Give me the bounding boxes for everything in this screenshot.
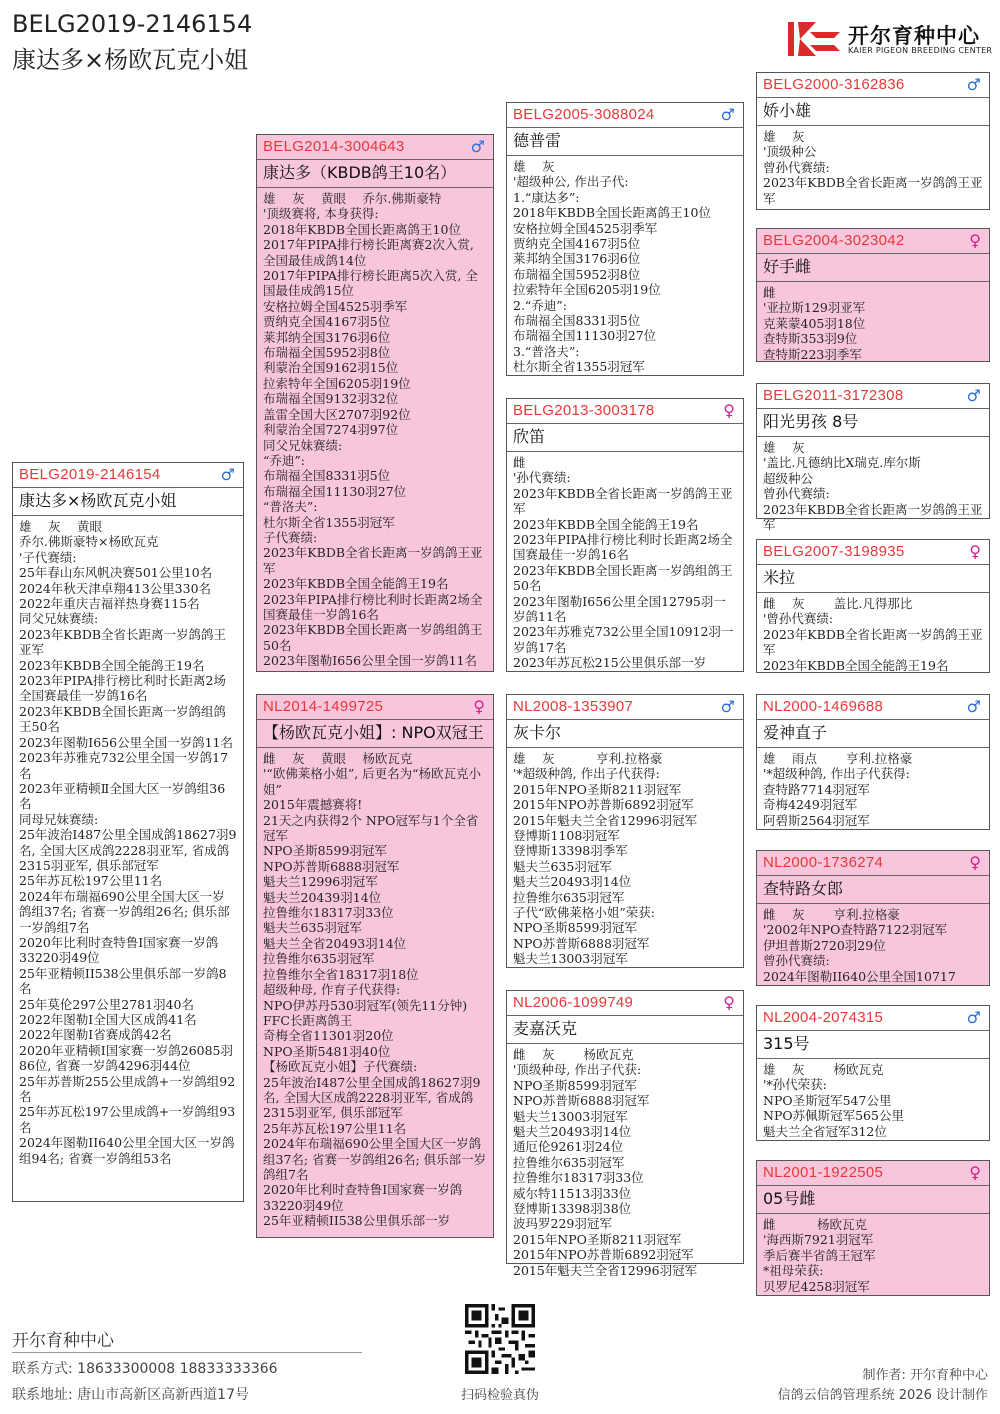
female-icon: ♀ — [723, 401, 735, 420]
ring-id: BELG2011-3172308 — [757, 384, 989, 409]
pedigree-card-dsd[interactable] — [756, 850, 990, 986]
pigeon-name: 好手雌 — [757, 253, 989, 282]
male-icon: ♂ — [966, 1008, 981, 1027]
pigeon-record: 雄 雨点 亨利.拉格豪 '*超级种鸽, 作出子代获得: 查特路7714羽冠军 奇梅4249羽冠军 阿碧斯2564羽冠军 — [763, 751, 913, 828]
logo-subtitle: KAIER PIGEON BREEDING CENTER — [848, 46, 993, 55]
female-icon: ♀ — [969, 542, 981, 561]
footer-contact: 联系方式: 18633300008 18833333366 — [12, 1361, 278, 1377]
ring-id: NL2006-1099749 — [507, 991, 743, 1016]
footer-company: 开尔育种中心 — [12, 1331, 114, 1351]
pigeon-record: 雄 灰 黄眼 乔尔.佛斯豪特×杨欧瓦克 '子代赛绩: 25年春山东风帆决赛501公里10名 2024年秋天津卓翔413公里330名 2022年重庆吉福祥热身赛115名 同父兄妹赛绩: 2023年KBDB全省长距离一岁鸽鸽王亚军 2023年KBDB全国全能鸽王19名 2023年PIPA排行榜比利时长距离2场全国赛最佳一岁鸽16名 2023年KBDB全国长距离一岁鸽组鸽王50名 2023年图勒I656公里全国一岁鸽11名 2023年苏雅克732公里全国一岁鸽17名 2023年亚精顿Ⅱ全国大区一岁鸽组36名 同母兄妹赛绩: 25年波治Ⅰ487公里全国成鸽18627羽9名, 全国大区成鸽2228羽亚军, 省成鸽2315羽亚军, 俱乐部冠军 25年苏瓦松197公里11名 2024年布瑞福690公里全国大区一岁鸽组37名; 省赛一岁鸽组26名; 俱乐部一岁鸽组7名 2020年比利时查特鲁I国家赛一岁鸽33220羽49位 25年亚精顿II538公里俱乐部一岁鸽8名 25年莫伦297公里2781羽40名 2022年图勒I全国大区成鸽41名 2022年图勒I省赛成鸽42名 2020年亚精顿I国家赛一岁鸽26085羽86位, 省赛一岁鸽4296羽44位 25年苏普斯255公里成鸽+一岁鸽组92名 25年苏瓦松197公里成鸽+一岁鸽组93名 2024年图勒II640公里全国大区一岁鸽组94名; 省赛一岁鸽组53名 — [19, 519, 237, 1166]
pigeon-record: 雌 '孙代赛绩: 2023年KBDB全省长距离一岁鸽鸽王亚军 2023年KBDB全国全能鸽王19名 2023年PIPA排行榜比利时长距离2场全国赛最佳一岁鸽16名 2023年KBDB全国长距离一岁鸽组鸽王50名 2023年图勒I656公里全国12795羽一岁鸽11名 2023年苏雅克732公里全国10912羽一岁鸽17名 2023年苏瓦松215公里俱乐部一岁 — [513, 455, 734, 671]
pedigree-card-ddd[interactable] — [756, 1160, 990, 1296]
pigeon-name: 米拉 — [757, 564, 989, 593]
ring-id: NL2000-1736274 — [757, 851, 989, 876]
pigeon-name: 爱神直子 — [757, 719, 989, 748]
logo-mark-icon — [786, 18, 844, 58]
ring-id: NL2000-1469688 — [757, 695, 989, 720]
pigeon-record: 雄 灰 '顶级种公 曾孙代赛绩: 2023年KBDB全省长距离一岁鸽鸽王亚军 — [763, 129, 983, 206]
pedigree-card-sss[interactable] — [756, 72, 990, 210]
footer-divider — [12, 1352, 362, 1353]
pedigree-card-sdd[interactable] — [756, 539, 990, 673]
pedigree-card-ssd[interactable] — [756, 228, 990, 362]
pigeon-record: 雌 '亚拉斯129羽亚军 克莱蒙405羽18位 查特斯353羽9位 查特斯223羽季军 — [763, 285, 866, 362]
pigeon-record: 雄 灰 杨欧瓦克 '*孙代荣获: NPO圣斯冠军547公里 NPO苏佩斯冠军565公里 魁夫兰全省冠军312位 — [763, 1062, 904, 1139]
pigeon-name: 康达多×杨欧瓦克小姐 — [13, 487, 243, 516]
ring-id: BELG2007-3198935 — [757, 540, 989, 565]
female-icon: ♀ — [969, 231, 981, 250]
ring-id: NL2001-1922505 — [757, 1161, 989, 1186]
pedigree-card-dam-dam[interactable] — [506, 990, 744, 1278]
logo-name: 开尔育种中心 — [848, 24, 980, 48]
ring-id: BELG2014-3004643 — [257, 135, 493, 160]
pigeon-name: 阳光男孩 8号 — [757, 408, 989, 437]
pigeon-record: 雄 灰 '盖比.凡德纳比X瑞克.库尔斯 超级种公 曾孙代赛绩: 2023年KBDB全省长距离一岁鸽鸽王亚军 — [763, 440, 983, 533]
female-icon: ♀ — [969, 1163, 981, 1182]
pigeon-name: 315号 — [757, 1030, 989, 1059]
pigeon-name: 查特路女郎 — [757, 875, 989, 904]
pedigree-card-dss[interactable] — [756, 694, 990, 830]
qr-code-icon[interactable] — [465, 1304, 535, 1374]
qr-label: 扫码检验真伪 — [460, 1388, 539, 1403]
header-ring-id: BELG2019-2146154 — [12, 10, 253, 38]
pigeon-name: 【杨欧瓦克小姐】: NPO双冠王 — [257, 719, 493, 748]
ring-id: BELG2000-3162836 — [757, 73, 989, 98]
pigeon-record: 雌 灰 杨欧瓦克 '顶级种母, 作出子代获: NPO圣斯8599羽冠军 NPO苏普斯6888羽冠军 魁夫兰13003羽冠军 魁夫兰20493羽14位 通厄伦9261羽24位 拉鲁维尔635羽冠军 拉鲁维尔18317羽33位 威尔特11513羽33位 登博斯13398羽38位 波玛罗229羽冠军 2015年NPO圣斯8211羽冠军 2015年NPO苏普斯6892羽冠军 2015年魁夫兰全省12996羽冠军 — [513, 1047, 698, 1278]
male-icon: ♂ — [470, 137, 485, 156]
pedigree-card-dam-sire[interactable] — [506, 694, 744, 968]
pigeon-record: 雌 灰 盖比.凡得那比 '曾孙代赛绩: 2023年KBDB全省长距离一岁鸽鸽王亚军 2023年KBDB全国全能鸽王19名 — [763, 596, 983, 673]
pedigree-card-dam[interactable] — [256, 694, 494, 1238]
ring-id: NL2014-1499725 — [257, 695, 493, 720]
brand-logo — [786, 18, 996, 60]
pedigree-card-sds[interactable] — [756, 383, 990, 533]
pigeon-name: 娇小雄 — [757, 97, 989, 126]
male-icon: ♂ — [720, 105, 735, 124]
male-icon: ♂ — [720, 697, 735, 716]
pigeon-name: 05号雌 — [757, 1185, 989, 1214]
female-icon: ♀ — [473, 697, 485, 716]
male-icon: ♂ — [966, 697, 981, 716]
footer-maker: 制作者: 开尔育种中心 — [862, 1368, 988, 1383]
ring-id: BELG2005-3088024 — [507, 103, 743, 128]
pedigree-card-sire-dam[interactable] — [506, 398, 744, 672]
pigeon-record: 雌 灰 黄眼 杨欧瓦克 '“欧佛莱格小姐”, 后更名为“杨欧瓦克小姐” 2015年震撼赛将! 21天之内获得2个 NPO冠军与1个全省冠军 NPO圣斯8599羽冠军 NPO苏普斯6888羽冠军 魁夫兰12996羽冠军 魁夫兰20439羽14位 拉鲁维尔18317羽33位 魁夫兰635羽冠军 魁夫兰全省20493羽14位 拉鲁维尔635羽冠军 拉鲁维尔全省18317羽18位 超级种母, 作育子代获得: NPO伊苏丹530羽冠军(领先11分钟) FFC长距离鸽王 奇梅全省11301羽20位 NPO圣斯5481羽40位 【杨欧瓦克小姐】子代赛绩: 25年波治Ⅰ487公里全国成鸽18627羽9名, 全国大区成鸽2228羽亚军, 省成鸽2315羽亚军, 俱乐部冠军 25年苏瓦松197公里11名 2024年布瑞福690公里全国大区一岁鸽组37名; 省赛一岁鸽组26名; 俱乐部一岁鸽组7名 2020年比利时查特鲁I国家赛一岁鸽33220羽49位 25年亚精顿II538公里俱乐部一岁 — [263, 751, 487, 1229]
male-icon: ♂ — [220, 465, 235, 484]
male-icon: ♂ — [966, 386, 981, 405]
female-icon: ♀ — [969, 853, 981, 872]
female-icon: ♀ — [723, 993, 735, 1012]
ring-id: BELG2013-3003178 — [507, 399, 743, 424]
pigeon-name: 康达多（KBDB鸽王10名） — [257, 159, 493, 188]
ring-id: BELG2004-3023042 — [757, 229, 989, 254]
pedigree-card-sire-sire[interactable] — [506, 102, 744, 376]
pigeon-record: 雄 灰 亨利.拉格豪 '*超级种鸽, 作出子代获得: 2015年NPO圣斯8211羽冠军 2015年NPO苏普斯6892羽冠军 2015年魁夫兰全省12996羽冠军 登博斯1108羽冠军 登博斯13398羽季军 魁夫兰635羽冠军 魁夫兰20493羽14位 拉鲁维尔635羽冠军 子代“欧佛莱格小姐”荣获: NPO圣斯8599羽冠军 NPO苏普斯6888羽冠军 魁夫兰13003羽冠军 — [513, 751, 698, 967]
pigeon-record: 雌 杨欧瓦克 '海西斯7921羽冠军 季后赛半省鸽王冠军 *祖母荣获: 贝罗尼4258羽冠军 — [763, 1217, 876, 1294]
ring-id: NL2008-1353907 — [507, 695, 743, 720]
pigeon-record: 雄 灰 '超级种公, 作出子代: 1.“康达多”: 2018年KBDB全国长距离鸽王10位 安格拉姆全国4525羽季军 贾纳克全国4167羽5位 莱邦纳全国3176羽6位 布瑞福全国5952羽8位 拉索特年全国6205羽19位 2.“乔迪”: 布瑞福全国8331羽5位 布瑞福全国11130羽27位 3.“普洛夫”: 杜尔斯全省1355羽冠军 — [513, 159, 711, 375]
ring-id: NL2004-2074315 — [757, 1006, 989, 1031]
footer-system: 信鸽云信鸽管理系统 2026 设计制作 — [777, 1388, 988, 1403]
ring-id: BELG2019-2146154 — [13, 463, 243, 488]
pedigree-card-dds[interactable] — [756, 1005, 990, 1141]
pedigree-card-sire[interactable] — [256, 134, 494, 672]
pigeon-record: 雄 灰 黄眼 乔尔.佛斯豪特 '顶级赛将, 本身获得: 2018年KBDB全国长距离鸽王10位 2017年PIPA排行榜长距离赛2次入赏, 全国最佳成鸽14位 2017年PIPA排行榜长距离5次入赏, 全国最佳成鸽15位 安格拉姆全国4525羽季军 贾纳克全国4167羽5位 莱邦纳全国3176羽6位 布瑞福全国5952羽8位 利蒙治全国9162羽15位 拉索特年全国6205羽19位 布瑞福全国9132羽32位 盖雷全国大区2707羽92位 利蒙治全国7274羽97位 同父兄妹赛绩: “乔迪”: 布瑞福全国8331羽5位 布瑞福全国11130羽27位 “普洛夫”: 杜尔斯全省1355羽冠军 子代赛绩: 2023年KBDB全省长距离一岁鸽鸽王亚军 2023年KBDB全国全能鸽王19名 2023年PIPA排行榜比利时长距离2场全国赛最佳一岁鸽16名 2023年KBDB全国长距离一岁鸽组鸽王50名 2023年图勒I656公里全国一岁鸽11名 — [263, 191, 483, 669]
header-title: 康达多×杨欧瓦克小姐 — [12, 46, 249, 74]
footer-address: 联系地址: 唐山市高新区高新西道17号 — [12, 1387, 249, 1403]
pigeon-name: 德普雷 — [507, 127, 743, 156]
pedigree-card-subject[interactable] — [12, 462, 244, 1202]
pigeon-record: 雌 灰 亨利.拉格豪 '2002年NPO查特路7122羽冠军 伊坦普斯2720羽29位 曾孙代赛绩: 2024年图勒II640公里全国10717 — [763, 907, 956, 984]
male-icon: ♂ — [966, 75, 981, 94]
pigeon-name: 灰卡尔 — [507, 719, 743, 748]
pigeon-name: 欣笛 — [507, 423, 743, 452]
pigeon-name: 麦嘉沃克 — [507, 1015, 743, 1044]
